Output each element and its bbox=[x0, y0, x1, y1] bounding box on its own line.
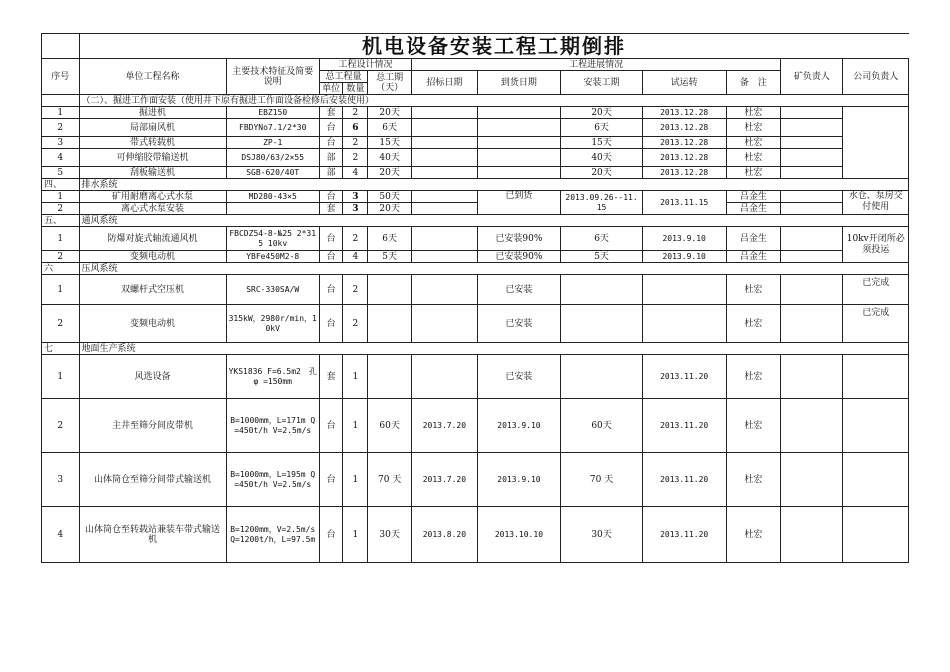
period-cell: 20天 bbox=[368, 203, 412, 215]
remark-cell: 10kv开闭所必须投运 bbox=[843, 227, 909, 263]
name-cell: 变频电动机 bbox=[79, 251, 226, 263]
section-label: 压风系统 bbox=[79, 263, 908, 275]
section-row bbox=[42, 179, 909, 191]
unit-cell: 台 bbox=[319, 251, 343, 263]
header-seq: 序号 bbox=[42, 59, 80, 95]
mine-manager-cell: 杜宏 bbox=[726, 305, 781, 343]
period-cell: 20天 bbox=[368, 107, 412, 119]
table-row bbox=[42, 119, 909, 137]
mine-manager-cell: 吕金生 bbox=[726, 191, 781, 203]
remark-cell: 已完成 bbox=[843, 305, 909, 343]
table-row bbox=[42, 149, 909, 167]
qty-cell: 2 bbox=[343, 227, 368, 251]
spec-cell: YBFe450M2-8 bbox=[226, 251, 319, 263]
install-cell: 6天 bbox=[561, 227, 643, 251]
name-cell: 掘进机 bbox=[79, 107, 226, 119]
period-cell: 60天 bbox=[368, 399, 412, 453]
header-progress: 工程进展情况 bbox=[412, 59, 781, 71]
seq-cell: 2 bbox=[42, 251, 80, 263]
unit-cell: 台 bbox=[319, 305, 343, 343]
period-cell: 50天 bbox=[368, 191, 412, 203]
install-cell: 5天 bbox=[561, 251, 643, 263]
install-cell: 60天 bbox=[561, 399, 643, 453]
unit-cell: 台 bbox=[319, 453, 343, 507]
mine-manager-cell: 杜宏 bbox=[726, 107, 781, 119]
trial-cell: 2013.11.15 bbox=[642, 191, 726, 215]
unit-cell: 台 bbox=[319, 191, 343, 203]
install-cell: 70 天 bbox=[561, 453, 643, 507]
section-label: 通风系统 bbox=[79, 215, 908, 227]
table-row bbox=[42, 305, 909, 343]
table-row bbox=[42, 355, 909, 399]
table-row bbox=[42, 167, 909, 179]
trial-cell: 2013.11.20 bbox=[642, 355, 726, 399]
period-cell: 6天 bbox=[368, 119, 412, 137]
qty-cell: 1 bbox=[343, 399, 368, 453]
name-cell: 山体筒仓至筛分间带式输送机 bbox=[79, 453, 226, 507]
header-name: 单位工程名称 bbox=[79, 59, 226, 95]
install-cell: 30天 bbox=[561, 507, 643, 563]
seq-cell: 1 bbox=[42, 275, 80, 305]
mine-manager-cell: 吕金生 bbox=[726, 251, 781, 263]
section-number: 五、 bbox=[42, 215, 80, 227]
remark-cell: 已完成 bbox=[843, 275, 909, 305]
seq-cell: 1 bbox=[42, 227, 80, 251]
mine-manager-cell: 吕金生 bbox=[726, 227, 781, 251]
section-row bbox=[42, 215, 909, 227]
section-number: 七 bbox=[42, 343, 80, 355]
name-cell: 防爆对旋式轴流通风机 bbox=[79, 227, 226, 251]
mine-manager-cell: 杜宏 bbox=[726, 275, 781, 305]
spec-cell: SGB-620/40T bbox=[226, 167, 319, 179]
install-cell: 20天 bbox=[561, 107, 643, 119]
table-row bbox=[42, 107, 909, 119]
trial-cell: 2013.12.28 bbox=[642, 167, 726, 179]
seq-cell: 1 bbox=[42, 191, 80, 203]
table-row bbox=[42, 251, 909, 263]
qty-cell: 2 bbox=[343, 107, 368, 119]
trial-cell: 2013.12.28 bbox=[642, 137, 726, 149]
spec-cell: DSJ80/63/2×55 bbox=[226, 149, 319, 167]
unit-cell: 台 bbox=[319, 507, 343, 563]
spec-cell: B=1000mm，L=171m Q=450t/h V=2.5m/s bbox=[226, 399, 319, 453]
arrival-cell: 已安装90% bbox=[477, 251, 561, 263]
seq-cell: 2 bbox=[42, 305, 80, 343]
qty-cell: 2 bbox=[343, 137, 368, 149]
section-note: （二）、掘进工作面安装（使用井下原有掘进工作面设备检修后安装使用） bbox=[79, 95, 412, 107]
section-spacer bbox=[42, 95, 80, 107]
section-label: 地面生产系统 bbox=[79, 343, 908, 355]
seq-cell: 2 bbox=[42, 399, 80, 453]
section-row bbox=[42, 343, 909, 355]
qty-cell: 4 bbox=[343, 251, 368, 263]
seq-cell: 1 bbox=[42, 355, 80, 399]
seq-cell: 3 bbox=[42, 137, 80, 149]
mine-manager-cell: 杜宏 bbox=[726, 119, 781, 137]
table-row bbox=[42, 203, 909, 215]
qty-cell: 1 bbox=[343, 453, 368, 507]
trial-cell: 2013.11.20 bbox=[642, 507, 726, 563]
unit-cell: 部 bbox=[319, 167, 343, 179]
period-cell: 40天 bbox=[368, 149, 412, 167]
unit-cell: 台 bbox=[319, 137, 343, 149]
trial-cell: 2013.12.28 bbox=[642, 119, 726, 137]
arrival-cell: 已安装 bbox=[477, 305, 561, 343]
period-cell: 30天 bbox=[368, 507, 412, 563]
header-spec: 主要技术特征及简要说明 bbox=[226, 59, 319, 95]
trial-cell: 2013.9.10 bbox=[642, 251, 726, 263]
spec-cell: ZP-1 bbox=[226, 137, 319, 149]
arrival-cell: 已安装 bbox=[477, 275, 561, 305]
seq-cell: 5 bbox=[42, 167, 80, 179]
title-spacer bbox=[42, 34, 80, 59]
qty-cell: 3 bbox=[343, 203, 368, 215]
spec-cell: YKS1836 F=6.5m2 孔φ =150mm bbox=[226, 355, 319, 399]
header-tender: 招标日期 bbox=[412, 71, 477, 95]
unit-cell: 部 bbox=[319, 149, 343, 167]
seq-cell: 2 bbox=[42, 203, 80, 215]
name-cell: 矿用耐磨离心式水泵 bbox=[79, 191, 226, 203]
period-cell bbox=[368, 355, 412, 399]
name-cell: 离心式水泵安装 bbox=[79, 203, 226, 215]
tender-cell bbox=[412, 355, 477, 399]
arrival-cell: 已到货 bbox=[477, 191, 561, 215]
table-row bbox=[42, 275, 909, 305]
period-cell: 70 天 bbox=[368, 453, 412, 507]
section-number: 六 bbox=[42, 263, 80, 275]
install-cell: 20天 bbox=[561, 167, 643, 179]
header-unit: 单位 bbox=[319, 83, 343, 95]
install-cell: 15天 bbox=[561, 137, 643, 149]
arrival-cell: 已安装 bbox=[477, 355, 561, 399]
qty-cell: 1 bbox=[343, 507, 368, 563]
trial-cell: 2013.11.20 bbox=[642, 399, 726, 453]
name-cell: 风选设备 bbox=[79, 355, 226, 399]
name-cell: 双螺杆式空压机 bbox=[79, 275, 226, 305]
qty-cell: 3 bbox=[343, 191, 368, 203]
qty-cell: 1 bbox=[343, 355, 368, 399]
table-row bbox=[42, 399, 909, 453]
spec-cell: MD280-43×5 bbox=[226, 191, 319, 203]
spec-cell: FBDYNo7.1/2*30 bbox=[226, 119, 319, 137]
name-cell: 主井至筛分间皮带机 bbox=[79, 399, 226, 453]
qty-cell: 2 bbox=[343, 305, 368, 343]
arrival-cell: 已安装90% bbox=[477, 227, 561, 251]
unit-cell: 台 bbox=[319, 119, 343, 137]
header-arrival: 到货日期 bbox=[477, 71, 561, 95]
arrival-cell: 2013.10.10 bbox=[477, 507, 561, 563]
qty-cell: 6 bbox=[343, 119, 368, 137]
table-row bbox=[42, 453, 909, 507]
mine-manager-cell: 杜宏 bbox=[726, 507, 781, 563]
schedule-sheet bbox=[41, 33, 909, 563]
spec-cell bbox=[226, 203, 319, 215]
mine-manager-cell: 杜宏 bbox=[726, 399, 781, 453]
spec-cell: EBZ150 bbox=[226, 107, 319, 119]
mine-manager-cell: 吕金生 bbox=[726, 203, 781, 215]
qty-cell: 4 bbox=[343, 167, 368, 179]
trial-cell: 2013.12.28 bbox=[642, 149, 726, 167]
unit-cell: 台 bbox=[319, 275, 343, 305]
mine-manager-cell: 杜宏 bbox=[726, 167, 781, 179]
arrival-cell: 2013.9.10 bbox=[477, 453, 561, 507]
install-cell: 6天 bbox=[561, 119, 643, 137]
qty-cell: 2 bbox=[343, 275, 368, 305]
tender-cell: 2013.7.20 bbox=[412, 453, 477, 507]
header-remark: 备 注 bbox=[726, 71, 781, 95]
header-total: 总工程量 bbox=[319, 71, 367, 83]
header-mine-manager: 矿负责人 bbox=[781, 59, 843, 95]
trial-cell: 2013.12.28 bbox=[642, 107, 726, 119]
tender-cell: 2013.8.20 bbox=[412, 507, 477, 563]
tender-cell: 2013.7.20 bbox=[412, 399, 477, 453]
name-cell: 可伸缩胶带输送机 bbox=[79, 149, 226, 167]
seq-cell: 1 bbox=[42, 107, 80, 119]
trial-cell: 2013.9.10 bbox=[642, 227, 726, 251]
table-row bbox=[42, 507, 909, 563]
unit-cell: 套 bbox=[319, 107, 343, 119]
spec-cell: FBCDZ54-8-№25 2*315 10kv bbox=[226, 227, 319, 251]
period-cell: 15天 bbox=[368, 137, 412, 149]
header-install: 安装工期 bbox=[561, 71, 643, 95]
mine-manager-cell: 杜宏 bbox=[726, 149, 781, 167]
remark-cell: 水仓、泵房交付使用 bbox=[843, 191, 909, 215]
unit-cell: 套 bbox=[319, 355, 343, 399]
name-cell: 刮板输送机 bbox=[79, 167, 226, 179]
period-cell: 20天 bbox=[368, 167, 412, 179]
install-cell bbox=[561, 355, 643, 399]
seq-cell: 2 bbox=[42, 119, 80, 137]
name-cell: 山体筒仓至转载站兼装车带式输送机 bbox=[79, 507, 226, 563]
spec-cell: B=1000mm，L=195m Q=450t/h V=2.5m/s bbox=[226, 453, 319, 507]
table-row bbox=[42, 191, 909, 203]
period-cell: 5天 bbox=[368, 251, 412, 263]
spec-cell: B=1200mm，V=2.5m/s Q=1200t/h，L=97.5m bbox=[226, 507, 319, 563]
mine-manager-cell: 杜宏 bbox=[726, 453, 781, 507]
seq-cell: 4 bbox=[42, 149, 80, 167]
name-cell: 局部扇风机 bbox=[79, 119, 226, 137]
spec-cell: SRC-330SA/W bbox=[226, 275, 319, 305]
unit-cell: 套 bbox=[319, 203, 343, 215]
unit-cell: 台 bbox=[319, 399, 343, 453]
mine-manager-cell: 杜宏 bbox=[726, 137, 781, 149]
unit-cell: 台 bbox=[319, 227, 343, 251]
table-row bbox=[42, 227, 909, 251]
page-title: 机电设备安装工程工期倒排 bbox=[79, 34, 908, 59]
schedule-table bbox=[41, 33, 909, 563]
install-cell: 2013.09.26--11.15 bbox=[561, 191, 643, 215]
seq-cell: 4 bbox=[42, 507, 80, 563]
name-cell: 变频电动机 bbox=[79, 305, 226, 343]
remark-cell bbox=[843, 107, 909, 179]
header-qty: 数量 bbox=[343, 83, 368, 95]
section-number: 四、 bbox=[42, 179, 80, 191]
spec-cell: 315kW，2980r/min，10kV bbox=[226, 305, 319, 343]
section-row bbox=[42, 263, 909, 275]
header-company-manager: 公司负责人 bbox=[843, 59, 909, 95]
header-trial: 试运转 bbox=[642, 71, 726, 95]
seq-cell: 3 bbox=[42, 453, 80, 507]
period-cell: 6天 bbox=[368, 227, 412, 251]
arrival-cell: 2013.9.10 bbox=[477, 399, 561, 453]
header-total-period: 总工期（天） bbox=[368, 71, 412, 95]
qty-cell: 2 bbox=[343, 149, 368, 167]
header-design: 工程设计情况 bbox=[319, 59, 411, 71]
mine-manager-cell: 杜宏 bbox=[726, 355, 781, 399]
table-row bbox=[42, 137, 909, 149]
section-label: 排水系统 bbox=[79, 179, 908, 191]
install-cell: 40天 bbox=[561, 149, 643, 167]
name-cell: 带式转载机 bbox=[79, 137, 226, 149]
trial-cell: 2013.11.20 bbox=[642, 453, 726, 507]
